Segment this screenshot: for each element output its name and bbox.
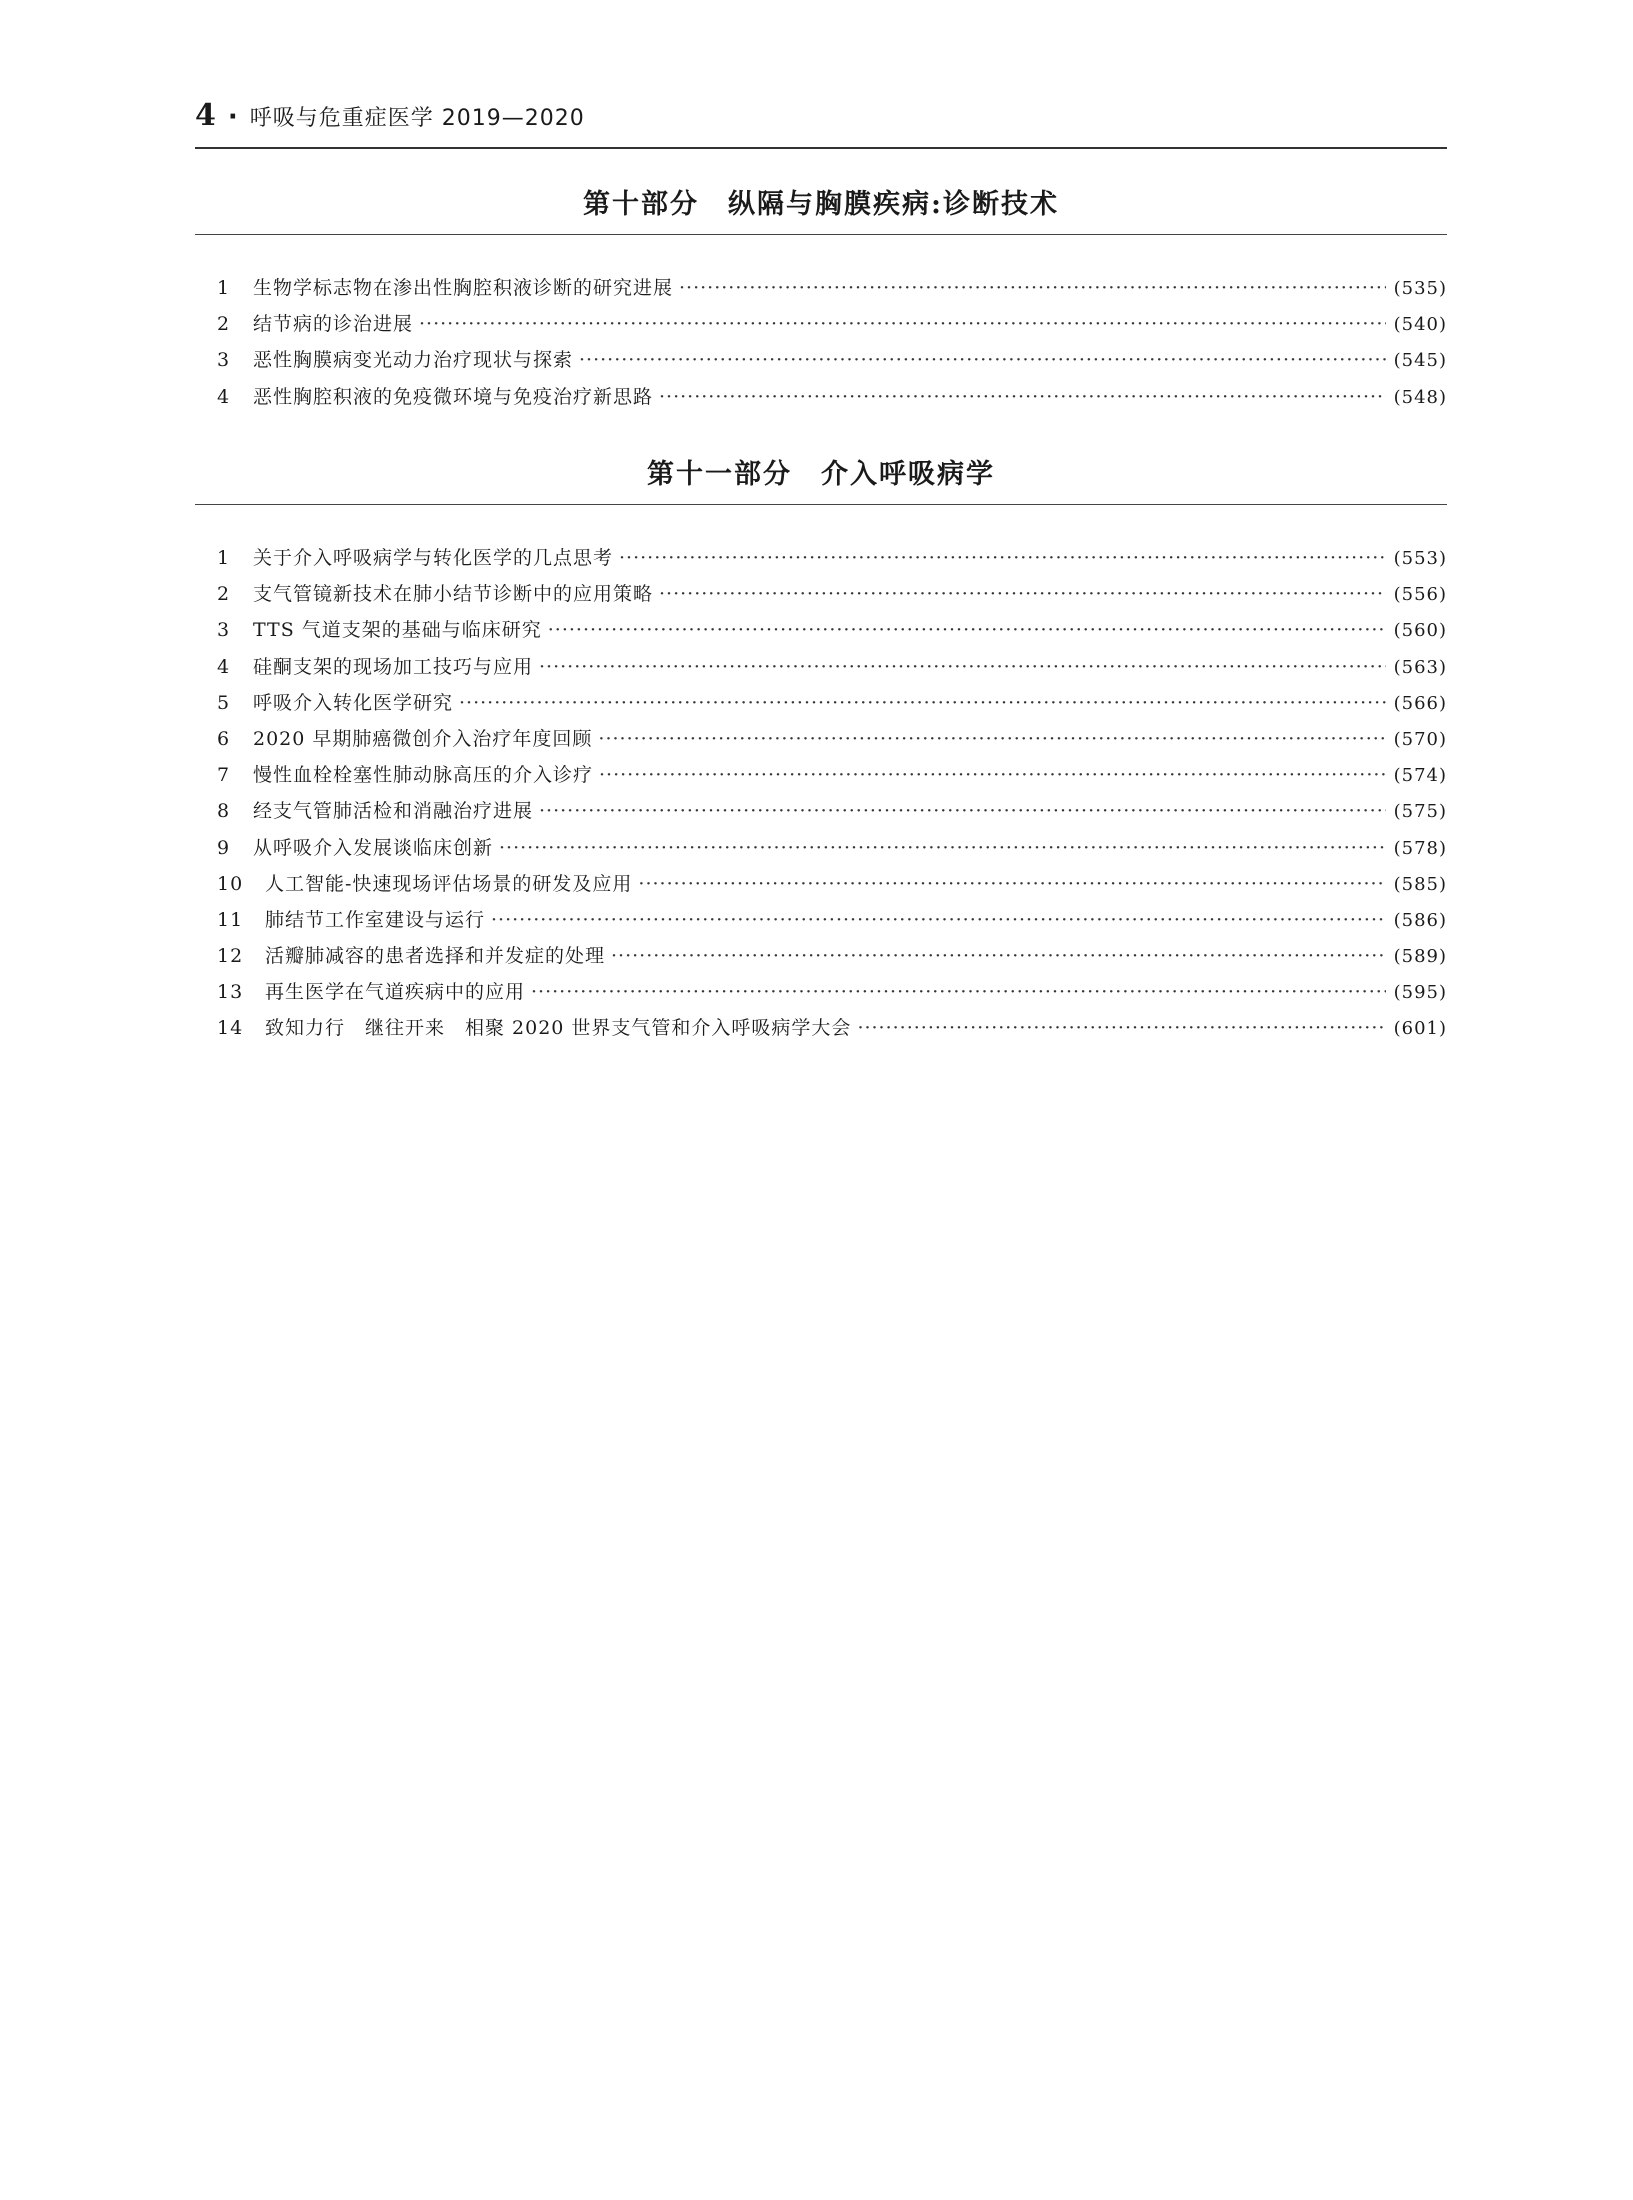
section-title: 第十部分 纵隔与胸膜疾病:诊断技术	[583, 189, 1059, 220]
entry-number: 13	[217, 981, 244, 1004]
dot-leader	[659, 386, 1386, 408]
entry-title: 支气管镜新技术在肺小结节诊断中的应用策略	[253, 583, 654, 606]
entry-title: TTS 气道支架的基础与临床研究	[253, 619, 542, 642]
dot-leader	[659, 583, 1386, 605]
toc-entry[interactable]	[195, 724, 1447, 760]
entry-number: 9	[217, 836, 231, 859]
entry-title: 恶性胸腔积液的免疫微环境与免疫治疗新思路	[253, 385, 654, 408]
entry-page: (595)	[1393, 982, 1447, 1004]
toc-entry[interactable]	[195, 615, 1447, 651]
entry-title: 结节病的诊治进展	[253, 313, 414, 336]
entry-page: (566)	[1393, 692, 1447, 714]
entry-page: (560)	[1393, 620, 1447, 642]
toc-entry[interactable]	[195, 760, 1447, 796]
toc-entry[interactable]	[195, 309, 1447, 345]
header-rule	[195, 147, 1447, 149]
toc-list	[195, 273, 1447, 418]
entry-page: (570)	[1393, 728, 1447, 750]
toc-entry[interactable]	[195, 652, 1447, 688]
dot-leader	[611, 945, 1386, 967]
entry-number: 8	[217, 800, 231, 823]
dot-leader	[419, 313, 1386, 335]
entry-number: 6	[217, 727, 231, 750]
section-part-11	[195, 452, 1447, 1050]
toc-entry[interactable]	[195, 977, 1447, 1013]
toc-entry[interactable]	[195, 1013, 1447, 1049]
dot-leader	[539, 800, 1386, 822]
entry-page: (574)	[1393, 765, 1447, 787]
entry-title: 人工智能-快速现场评估场景的研发及应用	[265, 872, 633, 895]
entry-title: 恶性胸膜病变光动力治疗现状与探索	[253, 349, 574, 372]
entry-number: 2	[217, 313, 231, 336]
section-part-10	[195, 182, 1447, 418]
dot-leader	[857, 1017, 1385, 1039]
dot-leader	[638, 873, 1385, 895]
entry-number: 4	[217, 385, 231, 408]
toc-entry[interactable]	[195, 382, 1447, 418]
entry-page: (585)	[1393, 873, 1447, 895]
entry-number: 12	[217, 945, 244, 968]
toc-entry[interactable]	[195, 869, 1447, 905]
running-head	[195, 98, 1447, 138]
page-number: 4	[195, 98, 216, 133]
entry-number: 7	[217, 764, 231, 787]
toc-entry[interactable]	[195, 688, 1447, 724]
entry-title: 经支气管肺活检和消融治疗进展	[253, 800, 534, 823]
entry-title: 慢性血栓栓塞性肺动脉高压的介入诊疗	[253, 764, 594, 787]
dot-leader	[579, 349, 1386, 371]
entry-title: 硅酮支架的现场加工技巧与应用	[253, 655, 534, 678]
toc-entry[interactable]	[195, 905, 1447, 941]
entry-title: 关于介入呼吸病学与转化医学的几点思考	[253, 547, 614, 569]
dot-leader	[459, 692, 1386, 714]
dot-leader	[598, 728, 1385, 750]
dot-leader	[499, 837, 1386, 859]
entry-page: (540)	[1393, 314, 1447, 336]
entry-number: 10	[217, 872, 244, 895]
section-rule	[195, 504, 1447, 505]
toc-entry[interactable]	[195, 543, 1447, 579]
dot-leader	[679, 277, 1386, 299]
entry-number: 4	[217, 655, 231, 678]
toc-entry[interactable]	[195, 345, 1447, 381]
entry-number: 1	[217, 277, 231, 299]
entry-number: 14	[217, 1017, 244, 1040]
toc-entry[interactable]	[195, 941, 1447, 977]
dot-leader	[548, 619, 1386, 641]
entry-number: 3	[217, 349, 231, 372]
entry-page: (545)	[1393, 350, 1447, 372]
entry-title: 致知力行 继往开来 相聚 2020 世界支气管和介入呼吸病学大会	[265, 1017, 852, 1040]
entry-page: (563)	[1393, 656, 1447, 678]
entry-page: (601)	[1393, 1018, 1447, 1040]
entry-page: (548)	[1393, 386, 1447, 408]
dot-leader	[491, 909, 1386, 931]
dot-leader	[619, 547, 1386, 569]
entry-page: (553)	[1393, 548, 1447, 569]
entry-title: 再生医学在气道疾病中的应用	[265, 981, 526, 1004]
toc-entry[interactable]	[195, 796, 1447, 832]
entry-number: 11	[217, 908, 244, 931]
book-title: 呼吸与危重症医学 2019—2020	[249, 106, 585, 131]
entry-number: 3	[217, 619, 231, 642]
dot-leader	[539, 656, 1386, 678]
entry-number: 2	[217, 583, 231, 606]
entry-number: 1	[217, 547, 231, 569]
entry-title: 2020 早期肺癌微创介入治疗年度回顾	[253, 727, 593, 750]
entry-title: 生物学标志物在渗出性胸腔积液诊断的研究进展	[253, 277, 674, 299]
dot-leader	[531, 981, 1386, 1003]
entry-title: 活瓣肺减容的患者选择和并发症的处理	[265, 945, 606, 968]
entry-page: (586)	[1393, 909, 1447, 931]
toc-entry[interactable]	[195, 273, 1447, 309]
section-rule	[195, 234, 1447, 235]
entry-number: 5	[217, 691, 231, 714]
entry-page: (556)	[1393, 584, 1447, 606]
toc-list	[195, 543, 1447, 1050]
section-title: 第十一部分 介入呼吸病学	[647, 459, 995, 490]
toc-entry[interactable]	[195, 579, 1447, 615]
entry-page: (575)	[1393, 801, 1447, 823]
dot-leader	[599, 764, 1386, 786]
entry-page: (578)	[1393, 837, 1447, 859]
entry-page: (589)	[1393, 946, 1447, 968]
entry-title: 从呼吸介入发展谈临床创新	[253, 836, 494, 859]
toc-entry[interactable]	[195, 833, 1447, 869]
entry-page: (535)	[1393, 278, 1447, 299]
entry-title: 呼吸介入转化医学研究	[253, 691, 454, 714]
entry-title: 肺结节工作室建设与运行	[265, 908, 486, 931]
head-separator: ·	[227, 102, 238, 132]
